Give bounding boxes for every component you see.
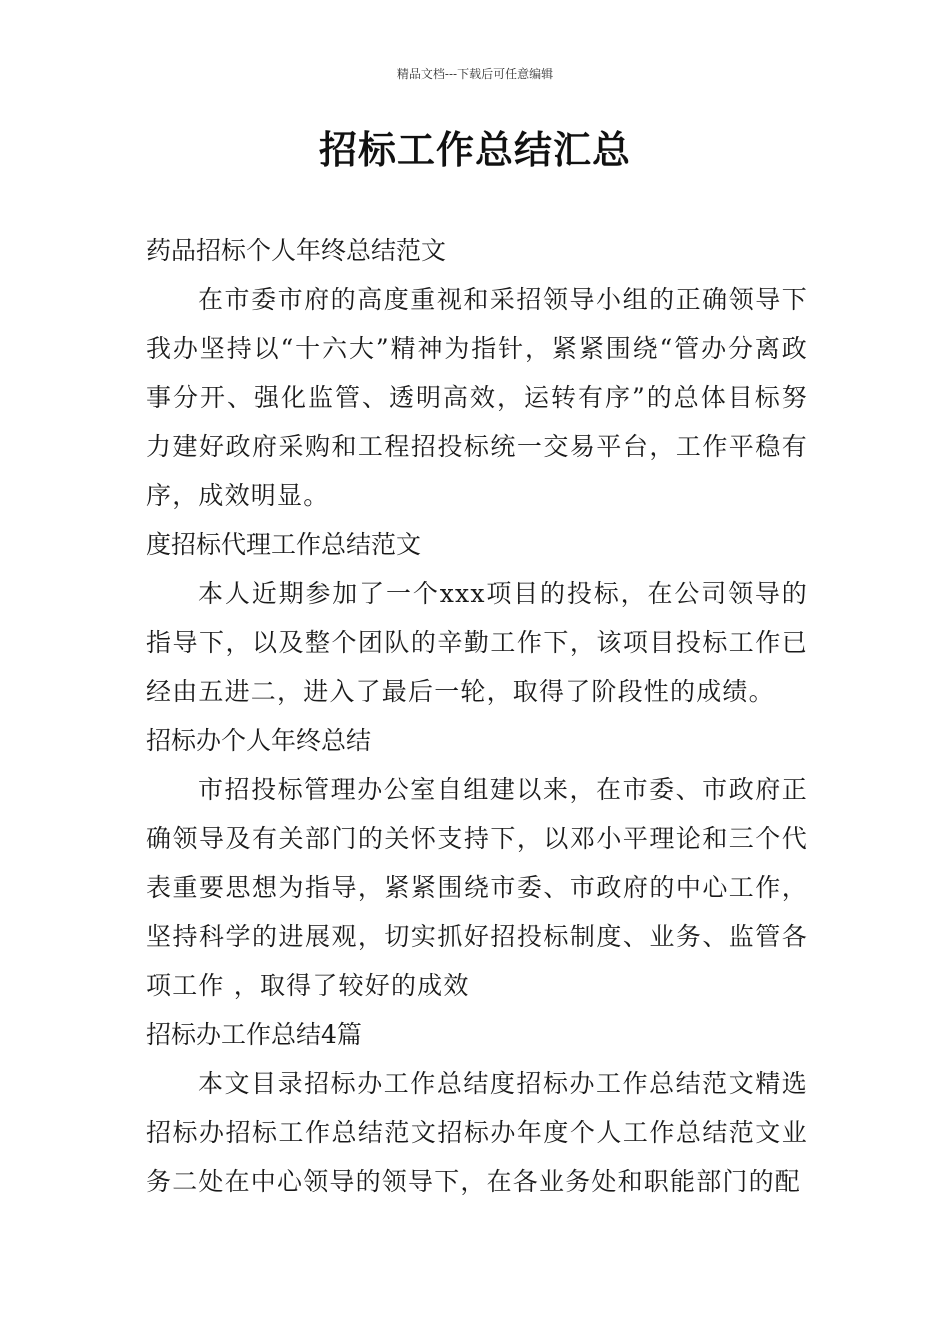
section-paragraph: 在市委市府的高度重视和采招领导小组的正确领导下我办坚持以“十六大”精神为指针，紧紧围绕“管办分离政事分开、强化监管、透明高效，运转有序”的总体目标努力建好政府采购和工程招投标统一交易平台，工作平稳有序，成效明显。 (146, 285, 808, 510)
section-heading: 招标办个人年终总结 (146, 726, 372, 755)
section-paragraph: 本人近期参加了一个xxx项目的投标，在公司领导的指导下，以及整个团队的辛勤工作下，该项目投标工作已经由五进二，进入了最后一轮，取得了阶段性的成绩。 (146, 579, 808, 706)
section-heading: 药品招标个人年终总结范文 (146, 236, 447, 265)
document-title: 招标工作总结汇总 (318, 128, 631, 172)
document-body (146, 226, 808, 1206)
section-heading: 度招标代理工作总结范文 (146, 530, 422, 559)
section-paragraph: 市招投标管理办公室自组建以来，在市委、市政府正确领导及有关部门的关怀支持下，以邓小平理论和三个代表重要思想为指导，紧紧围绕市委、市政府的中心工作，坚持科学的进展观，切实抓好招投标制度、业务、监管各项工作 ，取得了较好的成效 (146, 775, 808, 1000)
header-note: 精品文档---下载后可任意编辑 (396, 67, 554, 81)
section-paragraph: 本文目录招标办工作总结度招标办工作总结范文精选招标办招标工作总结范文招标办年度个人工作总结范文业务二处在中心领导的领导下，在各业务处和职能部门的配 (146, 1069, 808, 1196)
section-heading: 招标办工作总结4篇 (146, 1020, 362, 1049)
